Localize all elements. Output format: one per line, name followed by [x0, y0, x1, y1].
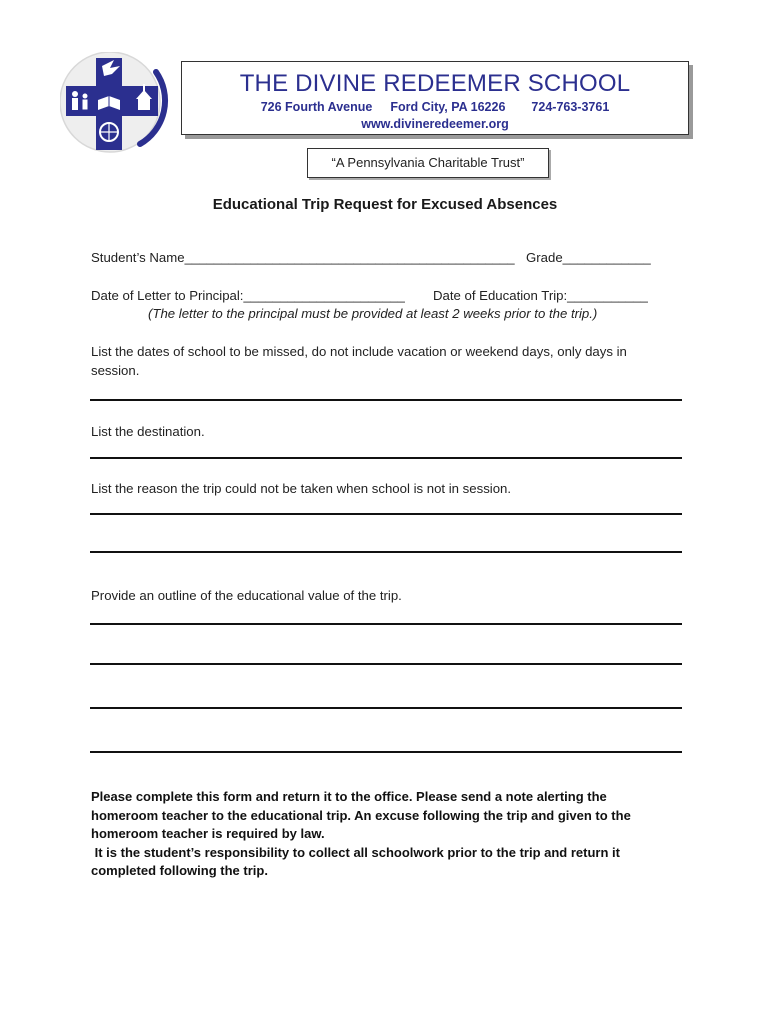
notice-line-5: completed following the trip.: [91, 863, 268, 878]
destination-answer-line[interactable]: [90, 457, 682, 459]
notice-line-2: homeroom teacher to the educational trip. An excuse following the trip and given to the: [91, 807, 631, 823]
grade-field[interactable]: Grade____________: [526, 250, 651, 265]
form-title: Educational Trip Request for Excused Absences: [212, 196, 558, 213]
reason-answer-line-2[interactable]: [90, 551, 682, 553]
dates-prompt-line1: List the dates of school to be missed, do not include vacation or weekend days, only days in: [91, 344, 627, 359]
destination-prompt: List the destination.: [91, 424, 205, 439]
reason-prompt: List the reason the trip could not be taken when school is not in session.: [91, 481, 512, 496]
school-header: [181, 61, 689, 135]
street-address: 726 Fourth Avenue: [260, 100, 373, 114]
instructions-notice: [91, 788, 671, 881]
outline-answer-line-1[interactable]: [90, 623, 682, 625]
letter-note: (The letter to the principal must be provided at least 2 weeks prior to the trip.): [148, 306, 598, 321]
dates-answer-line[interactable]: [90, 399, 682, 401]
outline-answer-line-3[interactable]: [90, 707, 682, 709]
outline-prompt: Provide an outline of the educational value of the trip.: [91, 588, 402, 603]
address-line: [182, 100, 688, 114]
school-logo: [60, 52, 172, 158]
trip-date-field[interactable]: Date of Education Trip:___________: [433, 288, 648, 303]
notice-line-4: It is the student’s responsibility to collect all schoolwork prior to the trip and return it: [91, 844, 620, 860]
dates-prompt-line2: session.: [91, 363, 140, 378]
charitable-trust-label: “A Pennsylvania Charitable Trust”: [307, 148, 549, 178]
phone-number: 724-763-3761: [531, 100, 610, 114]
school-name: THE DIVINE REDEEMER SCHOOL: [239, 70, 631, 97]
city-state-zip: Ford City, PA 16226: [390, 100, 506, 114]
reason-answer-line-1[interactable]: [90, 513, 682, 515]
school-website: www.divineredeemer.org: [361, 117, 509, 131]
letter-date-field[interactable]: Date of Letter to Principal:______________________: [91, 288, 405, 303]
student-name-field[interactable]: Student’s Name_____________________________________________: [91, 250, 515, 265]
outline-answer-line-4[interactable]: [90, 751, 682, 753]
notice-line-1: Please complete this form and return it to the office. Please send a note alerting the: [91, 789, 607, 804]
notice-line-3: homeroom teacher is required by law.: [91, 826, 325, 841]
outline-answer-line-2[interactable]: [90, 663, 682, 665]
